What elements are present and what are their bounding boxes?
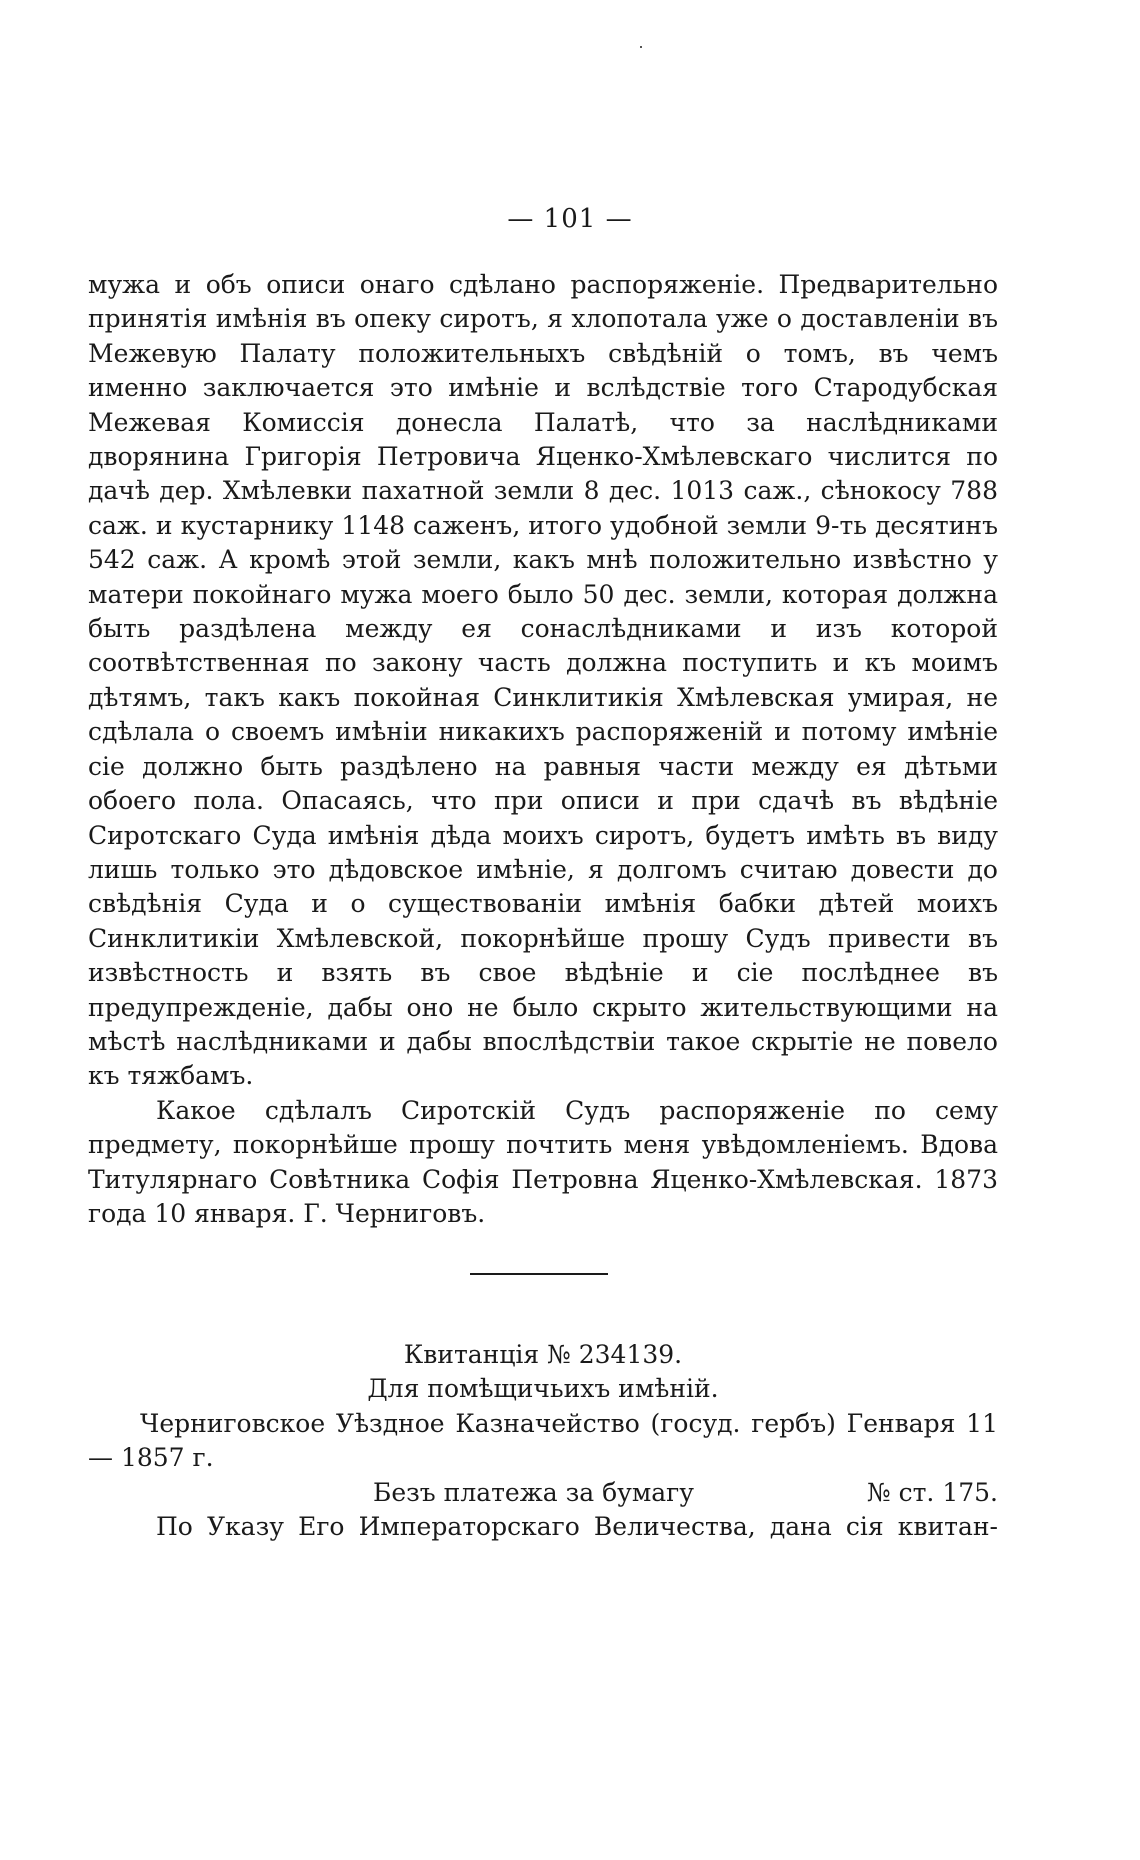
receipt-title: Квитанція № 234139. [403, 1340, 683, 1369]
paragraph: мужа и объ описи онаго сдѣлано распоряженіе. Предварительно принятія имѣнія въ опеку сиротъ, я хлопотала уже о доставленіи въ Межевую Палату положительныхъ свѣдѣній о томъ, въ чемъ именно заключается это имѣніе и вслѣдствіе того Стародубская Межевая Комиссія донесла Палатѣ, что за наслѣдниками дворянина Григорія Петровича Яценко-Хмѣлевскаго числится по дачѣ дер. Хмѣлевки пахатной земли 8 дес. 1013 саж., сѣнокосу 788 саж. и кустарнику 1148 саженъ, итого удобной земли 9-ть десятинъ 542 саж. А кромѣ этой земли, какъ мнѣ положительно извѣстно у матери покойнаго мужа моего было 50 дес. земли, которая должна быть раздѣлена между ея сонаслѣдниками и изъ которой соотвѣтственная по закону часть должна поступить и къ моимъ дѣтямъ, такъ какъ покойная Синклитикія Хмѣлевская умирая, не сдѣлала о своемъ имѣніи никакихъ распоряженій и потому имѣніе сіе должно быть раздѣлено на равныя части между ея дѣтьми обоего пола. Опасаясь, что при описи и при сдачѣ въ вѣдѣніе Сиротскаго Суда имѣнія дѣда моихъ сиротъ, будетъ имѣть въ виду лишь только это дѣдовское имѣніе, я долгомъ считаю довести до свѣдѣнія Суда и о существованіи имѣнія бабки дѣтей моихъ Синклитикіи Хмѣлевской, покорнѣйше прошу Судъ привести въ извѣстность и взять въ свое вѣдѣніе и сіе послѣднее въ предупрежденіе, дабы оно не было скрыто жительствующими на мѣстѣ наслѣдниками и дабы впослѣдствіи такое скрытіе не повело къ тяжбамъ. [88, 270, 998, 1091]
receipt-treasury-line: Черниговское Уѣздное Казначейство (госуд. гербъ) Генваря 11— 1857 г. [88, 1408, 998, 1473]
receipt-article-number: № ст. 175. [867, 1477, 998, 1507]
page-number: — 101 — [507, 204, 633, 234]
receipt-decree-line: По Указу Его Императорскаго Величества, дана сія квитан- [156, 1512, 998, 1542]
paragraph: Какое сдѣлалъ Сиротскій Судъ распоряженіе по сему предмету, покорнѣйше прошу почтить меня увѣдомленіемъ. Вдова Титулярнаго Совѣтника Софія Петровна Яценко-Хмѣлевская. 1873 года 10 января. Г. Черниговъ. [88, 1095, 998, 1228]
main-text [88, 268, 998, 1231]
receipt-subtitle: Для помѣщичьихъ имѣній. [367, 1374, 719, 1404]
section-divider [470, 1273, 608, 1275]
scan-speck [640, 46, 642, 48]
receipt-fee-line [88, 1476, 998, 1510]
receipt-fee-note: Безъ платежа за бумагу [373, 1477, 694, 1507]
receipt-section [88, 1338, 998, 1544]
